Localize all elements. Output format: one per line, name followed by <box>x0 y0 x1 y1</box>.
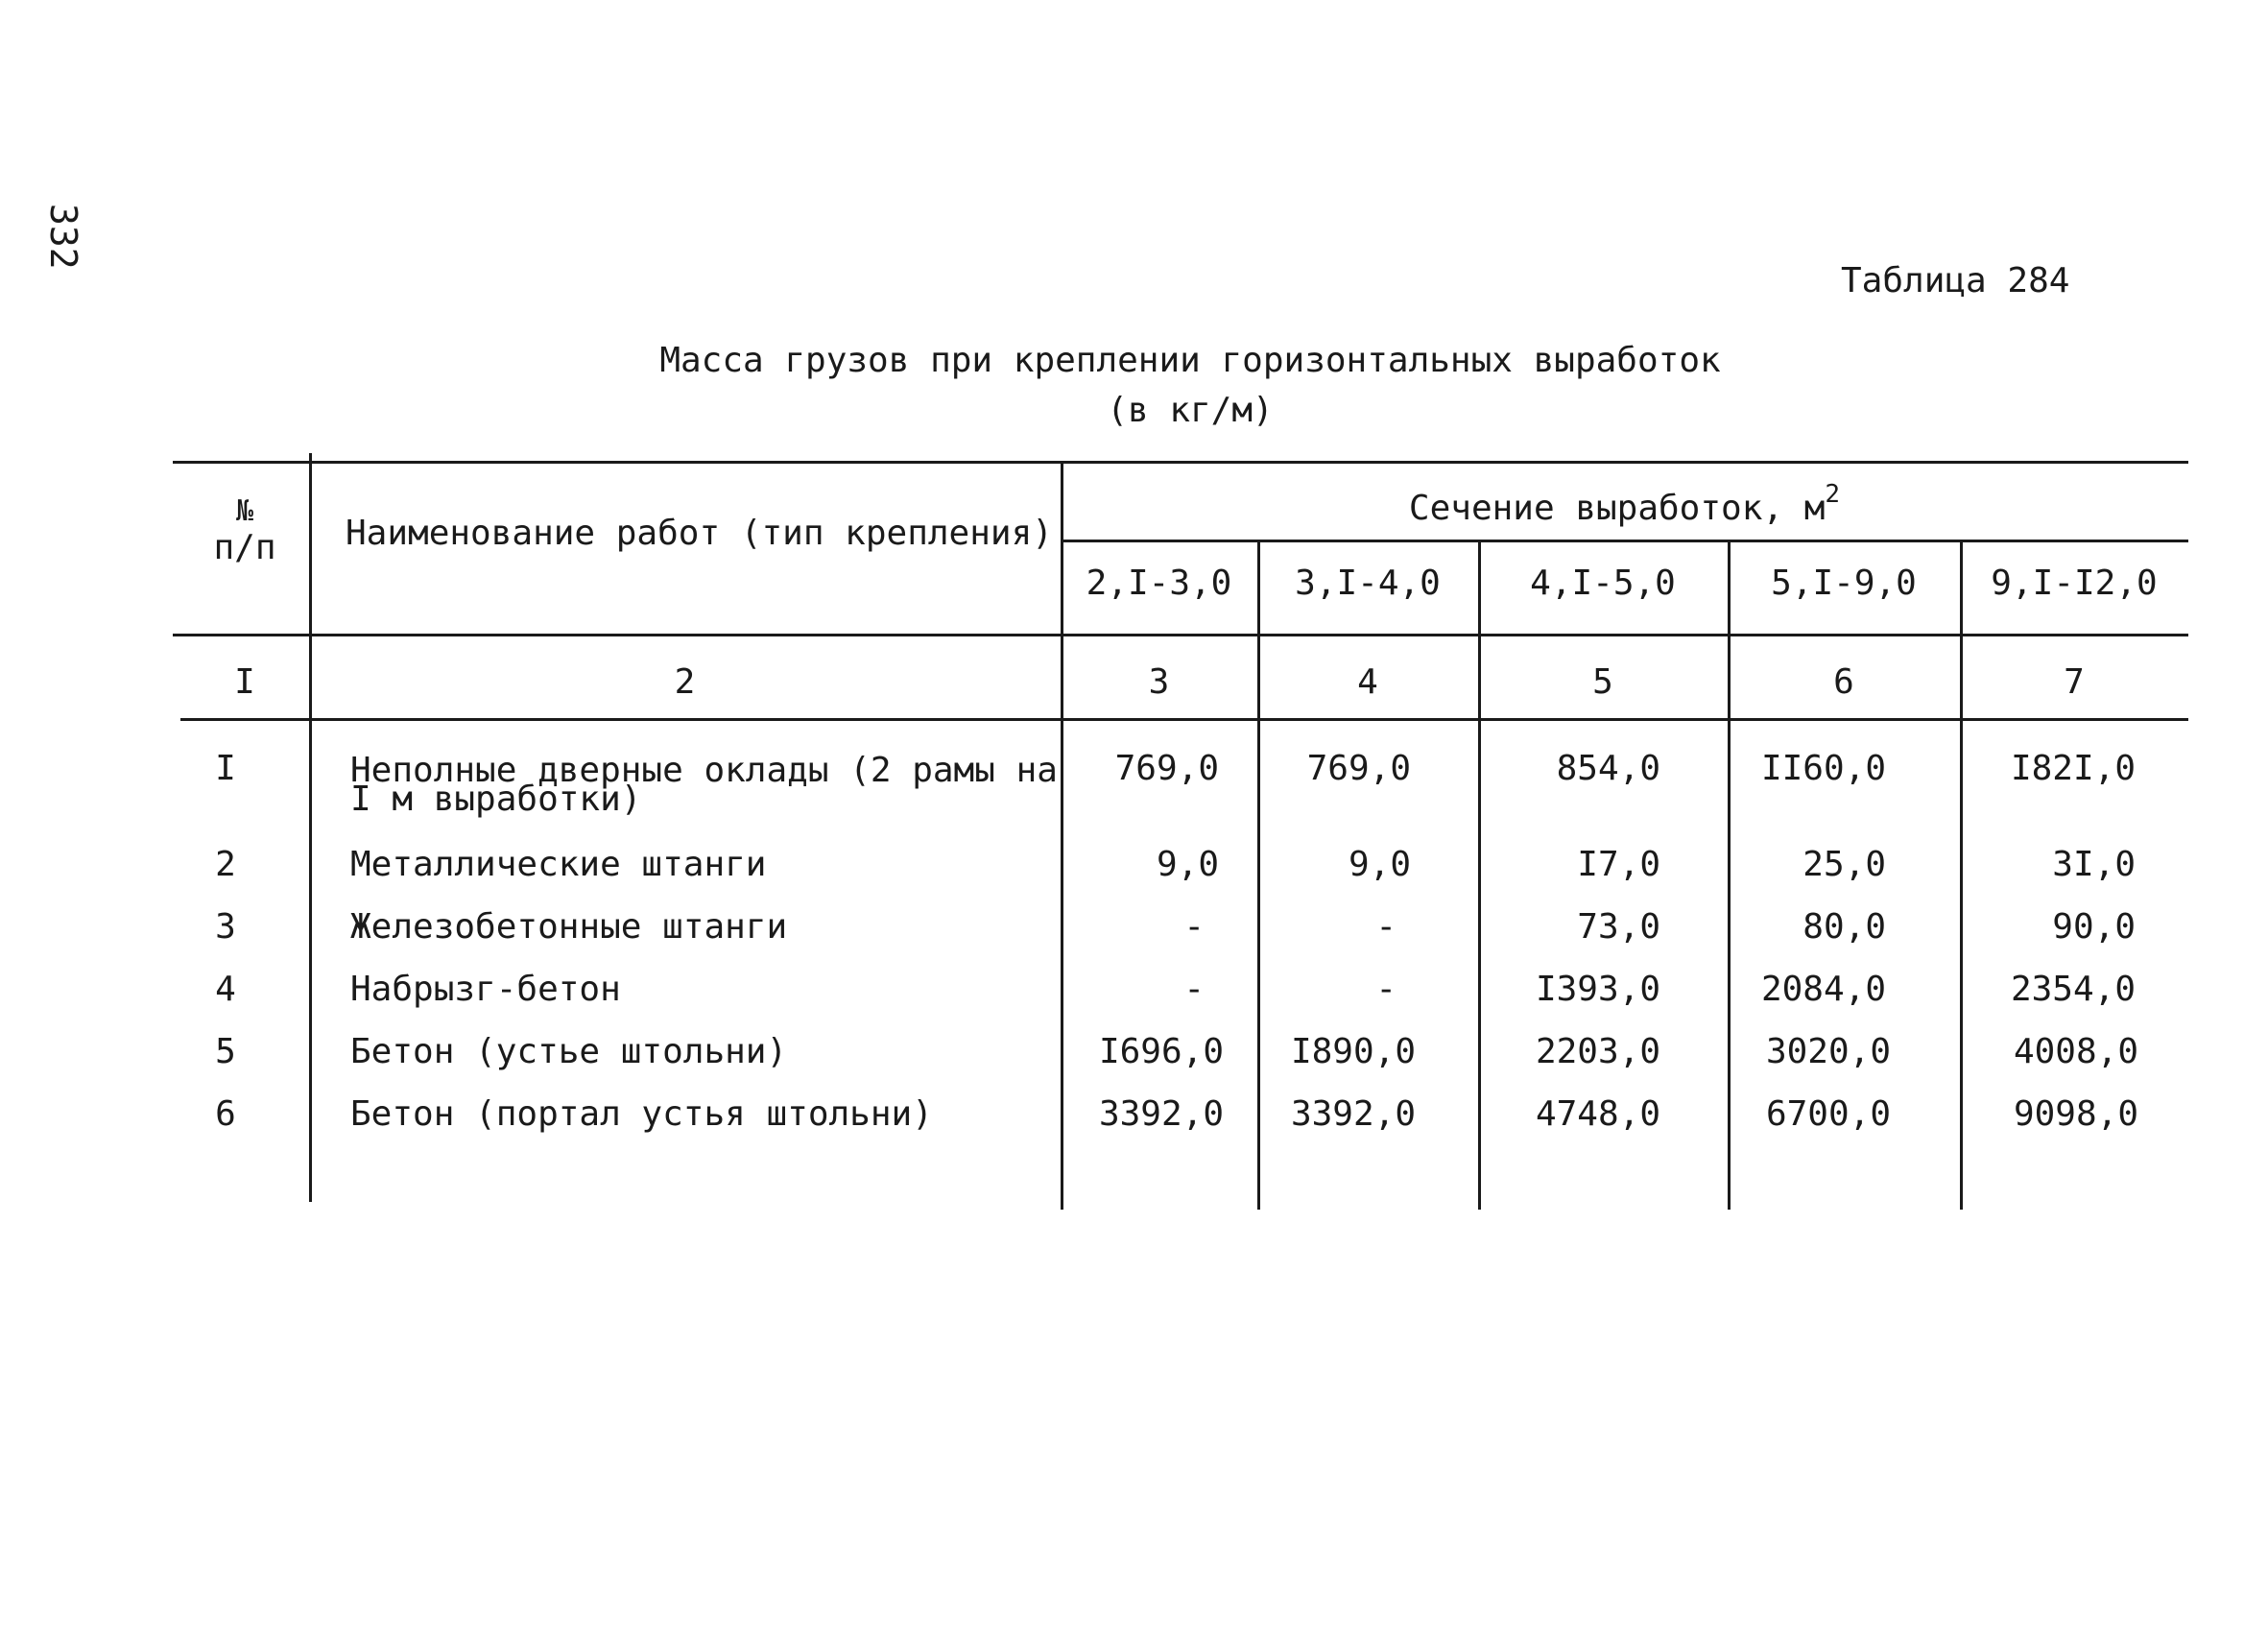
row-3-value-1: - <box>1183 907 1205 947</box>
row-6-name: Бетон (портал устья штольни) <box>350 1094 933 1134</box>
row-4-value-1: - <box>1183 970 1205 1009</box>
header-section-unit-sup: 2 <box>1825 480 1841 509</box>
column-numbers-rule <box>180 718 2188 721</box>
row-1-value-5: I82I,0 <box>2010 749 2136 788</box>
column-number-1: I <box>234 662 255 702</box>
row-3-number: 3 <box>215 907 236 947</box>
row-1-value-1: 769,0 <box>1114 749 1219 788</box>
row-4-value-4: 2084,0 <box>1760 970 1886 1009</box>
row-1-value-4: II60,0 <box>1760 749 1886 788</box>
column-number-6: 6 <box>1833 662 1854 702</box>
row-1-name-line1: Неполные дверные оклады (2 рамы на <box>350 751 1058 790</box>
table-caption: Таблица 284 <box>1841 261 2070 300</box>
section-group-rule <box>1061 540 2188 542</box>
header-section-4: 5,I-9,0 <box>1771 564 1917 603</box>
row-2-value-4: 25,0 <box>1802 845 1886 884</box>
header-work-name: Наименование работ (тип крепления) <box>346 514 1053 553</box>
header-section-5: 9,I-I2,0 <box>1991 564 2158 603</box>
row-1-value-2: 769,0 <box>1306 749 1411 788</box>
row-5-number: 5 <box>215 1032 236 1071</box>
row-6-value-2: 3392,0 <box>1290 1094 1416 1134</box>
row-5-value-3: 2203,0 <box>1535 1032 1660 1071</box>
row-3-value-5: 90,0 <box>2052 907 2136 947</box>
row-3-value-3: 73,0 <box>1577 907 1660 947</box>
row-2-number: 2 <box>215 845 236 884</box>
row-5-value-5: 4008,0 <box>2013 1032 2138 1071</box>
column-number-3: 3 <box>1148 662 1170 702</box>
row-2-value-2: 9,0 <box>1348 845 1411 884</box>
row-4-name: Набрызг-бетон <box>350 970 621 1009</box>
row-6-value-5: 9098,0 <box>2013 1094 2138 1134</box>
row-6-value-4: 6700,0 <box>1765 1094 1891 1134</box>
page-number: 332 <box>42 204 84 270</box>
row-2-value-3: I7,0 <box>1577 845 1660 884</box>
row-1-number: I <box>215 749 236 788</box>
row-4-value-5: 2354,0 <box>2010 970 2136 1009</box>
row-3-value-4: 80,0 <box>1802 907 1886 947</box>
header-section-3: 4,I-5,0 <box>1530 564 1676 603</box>
row-4-number: 4 <box>215 970 236 1009</box>
col-divider-1 <box>309 453 312 1202</box>
column-number-2: 2 <box>674 662 696 702</box>
row-6-number: 6 <box>215 1094 236 1134</box>
column-number-4: 4 <box>1357 662 1378 702</box>
header-section-group <box>1061 480 2188 528</box>
row-6-value-3: 4748,0 <box>1535 1094 1660 1134</box>
column-number-5: 5 <box>1592 662 1613 702</box>
row-6-value-1: 3392,0 <box>1098 1094 1224 1134</box>
row-1-value-3: 854,0 <box>1556 749 1660 788</box>
header-section-text: Сечение выработок, м <box>1408 489 1826 528</box>
column-number-7: 7 <box>2064 662 2085 702</box>
row-2-value-1: 9,0 <box>1156 845 1219 884</box>
header-section-1: 2,I-3,0 <box>1086 564 1232 603</box>
table-title: Масса грузов при креплении горизонтальных выработок <box>659 341 1721 380</box>
row-3-name: Железобетонные штанги <box>350 907 788 947</box>
row-5-value-2: I890,0 <box>1290 1032 1416 1071</box>
row-1-name-line2: I м выработки) <box>350 780 642 819</box>
header-section-2: 3,I-4,0 <box>1295 564 1441 603</box>
table-top-rule <box>173 461 2188 464</box>
row-5-name: Бетон (устье штольни) <box>350 1032 788 1071</box>
header-bottom-rule <box>173 634 2188 636</box>
row-4-value-2: - <box>1375 970 1397 1009</box>
table-subtitle: (в кг/м) <box>1107 391 1274 430</box>
row-2-name: Металлические штанги <box>350 845 767 884</box>
row-2-value-5: 3I,0 <box>2052 845 2136 884</box>
header-number-symbol: № <box>235 494 254 528</box>
row-5-value-4: 3020,0 <box>1765 1032 1891 1071</box>
row-3-value-2: - <box>1375 907 1397 947</box>
title-block <box>653 336 1728 436</box>
header-number-label: п/п <box>213 528 276 567</box>
row-5-value-1: I696,0 <box>1098 1032 1224 1071</box>
row-4-value-3: I393,0 <box>1535 970 1660 1009</box>
